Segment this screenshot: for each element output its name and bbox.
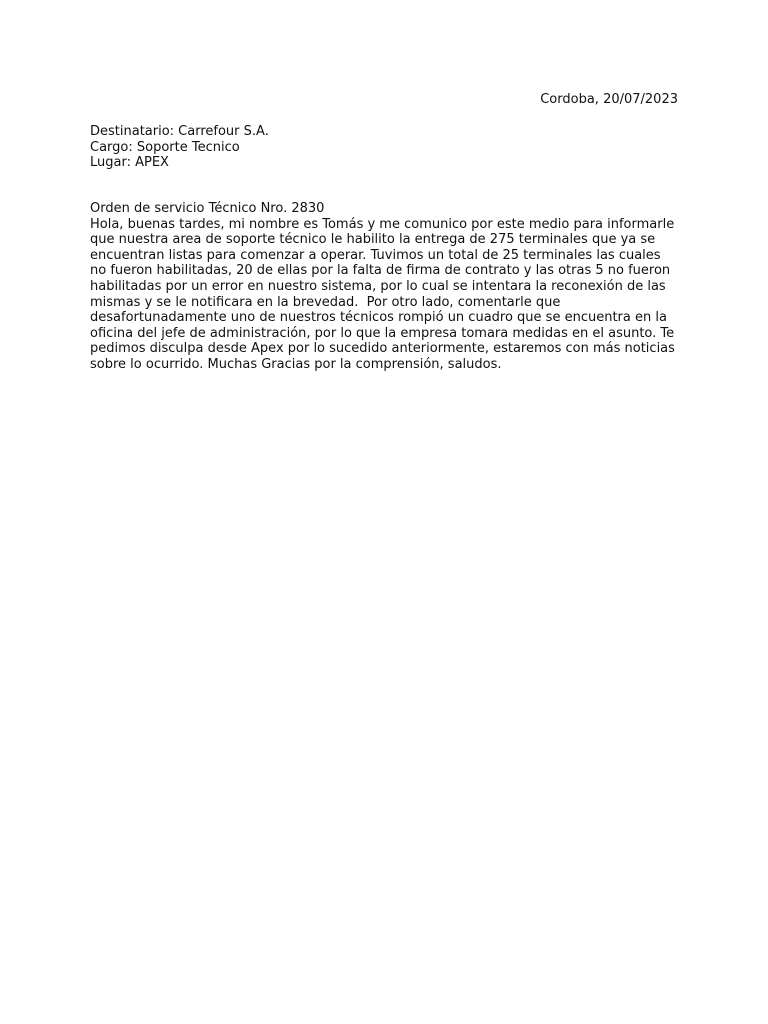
- subject-line: Orden de servicio Técnico Nro. 2830: [90, 201, 325, 216]
- recipient-line: Destinatario: Carrefour S.A.: [90, 124, 269, 139]
- letter-body-paragraph: Hola, buenas tardes, mi nombre es Tomás y me comunico por este medio para informarle que nuestra area de soporte técnico le habilito la entrega de 275 terminales que ya se encuentran listas para comenzar a operar. Tuvimos un total de 25 terminales las cuales no fueron habilitadas, 20 de ellas por la falta de firma de contrato y las otras 5 no fueron habilitadas por un error en nuestro sistema, por lo cual se intentara la reconexión de las mismas y se le notificara en la brevedad. Por otro lado, comentarle que desafortunadamente uno de nuestros técnicos rompió un cuadro que se encuentra en la oficina del jefe de administración, por lo que la empresa tomara medidas en el asunto. Te pedimos disculpa desde Apex por lo sucedido anteriormente, estaremos con más noticias sobre lo ocurrido. Muchas Gracias por la comprensión, saludos.: [90, 216, 680, 372]
- letter-body-block: [90, 201, 680, 373]
- place-line: Lugar: APEX: [90, 155, 169, 171]
- position-line: Cargo: Soporte Tecnico: [90, 139, 240, 155]
- date-line: Cordoba, 20/07/2023: [540, 92, 678, 107]
- recipient-block: [90, 124, 680, 171]
